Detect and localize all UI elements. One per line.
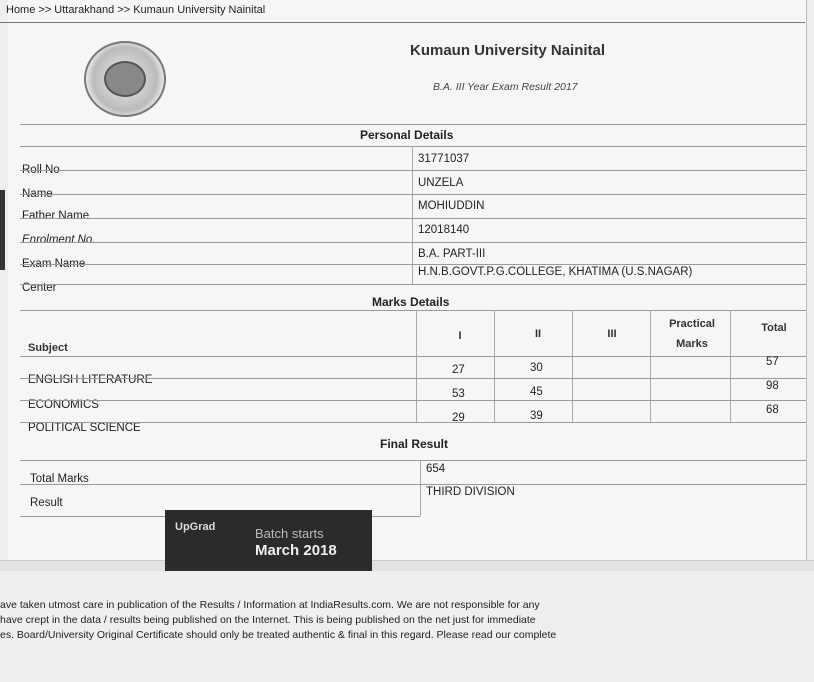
exam-name-value: B.A. PART-III: [418, 248, 486, 260]
column-divider: [572, 310, 573, 422]
divider: [20, 242, 806, 243]
university-seal-icon: [84, 41, 166, 117]
column-divider: [420, 460, 421, 516]
divider: [20, 460, 806, 461]
paper-2-mark: 45: [530, 386, 543, 398]
paper-1-mark: 29: [452, 412, 465, 424]
ad-line-1: Batch starts: [255, 526, 324, 541]
roll-no-label: Roll No: [22, 164, 60, 176]
divider: [20, 422, 806, 423]
divider: [20, 284, 806, 285]
column-divider: [416, 310, 417, 422]
page-fold: [0, 560, 814, 571]
ad-line-2: March 2018: [255, 542, 337, 559]
roll-no-value: 31771037: [418, 153, 470, 165]
center-label: Center: [22, 282, 57, 294]
ad-brand: UpGrad: [175, 521, 216, 533]
result-value: THIRD DIVISION: [426, 486, 515, 498]
disclaimer: [0, 598, 650, 643]
paper-3-header: III: [607, 328, 617, 340]
university-title: Kumaun University Nainital: [410, 42, 606, 59]
personal-details-heading: Personal Details: [360, 128, 454, 142]
total-mark: 68: [766, 404, 779, 416]
column-divider: [650, 310, 651, 422]
divider: [20, 124, 806, 125]
disclaimer-line: ave taken utmost care in publication of the Results / Information at IndiaResults.com. We are not responsible for any: [0, 599, 540, 611]
paper-2-mark: 30: [530, 362, 543, 374]
exam-name-label: Exam Name: [22, 258, 86, 270]
center-value: H.N.B.GOVT.P.G.COLLEGE, KHATIMA (U.S.NAGAR): [418, 266, 693, 278]
result-label: Result: [30, 497, 63, 509]
paper-2-mark: 39: [530, 410, 543, 422]
paper-1-mark: 27: [452, 364, 465, 376]
enrolment-no-label: Enrolment No.: [22, 234, 96, 246]
subject-name: POLITICAL SCIENCE: [28, 422, 141, 434]
divider: [20, 484, 806, 485]
enrolment-no-value: 12018140: [418, 224, 470, 236]
total-mark: 57: [766, 356, 779, 368]
total-marks-value: 654: [426, 463, 446, 475]
total-marks-label: Total Marks: [30, 473, 89, 485]
exam-title: B.A. III Year Exam Result 2017: [433, 81, 578, 93]
subject-header: Subject: [28, 342, 68, 354]
breadcrumb[interactable]: Home >> Uttarakhand >> Kumaun University Nainital: [6, 4, 266, 16]
father-name-label: Father Name: [22, 210, 90, 222]
divider: [20, 378, 806, 379]
divider: [20, 218, 806, 219]
total-header: Total: [761, 322, 787, 334]
paper-1-mark: 53: [452, 388, 465, 400]
disclaimer-line: es. Board/University Original Certificate should only be treated authentic & final in this regard. Please read our complete: [0, 629, 557, 641]
breadcrumb-divider: [0, 22, 805, 23]
divider: [20, 356, 806, 357]
final-result-heading: Final Result: [380, 437, 449, 451]
divider: [20, 310, 806, 311]
divider: [20, 170, 806, 171]
divider: [20, 194, 806, 195]
subject-name: ECONOMICS: [28, 399, 99, 411]
name-value: UNZELA: [418, 177, 464, 189]
marks-details-heading: Marks Details: [372, 295, 450, 309]
column-divider: [494, 310, 495, 422]
ad-banner[interactable]: [165, 510, 372, 571]
divider: [20, 400, 806, 401]
total-mark: 98: [766, 380, 779, 392]
name-label: Name: [22, 188, 53, 200]
paper-2-header: II: [534, 328, 542, 340]
column-divider: [730, 310, 731, 422]
practical-marks-header: Practical Marks: [669, 318, 715, 350]
scan-edge-mark: [0, 190, 5, 270]
divider: [20, 146, 806, 147]
disclaimer-line: have crept in the data / results being published on the Internet. This is being published on the net just for immediate: [0, 614, 536, 626]
paper-1-header: I: [458, 330, 462, 342]
father-name-value: MOHIUDDIN: [418, 200, 485, 212]
subject-name: ENGLISH LITERATURE: [28, 374, 153, 386]
divider: [20, 264, 806, 265]
